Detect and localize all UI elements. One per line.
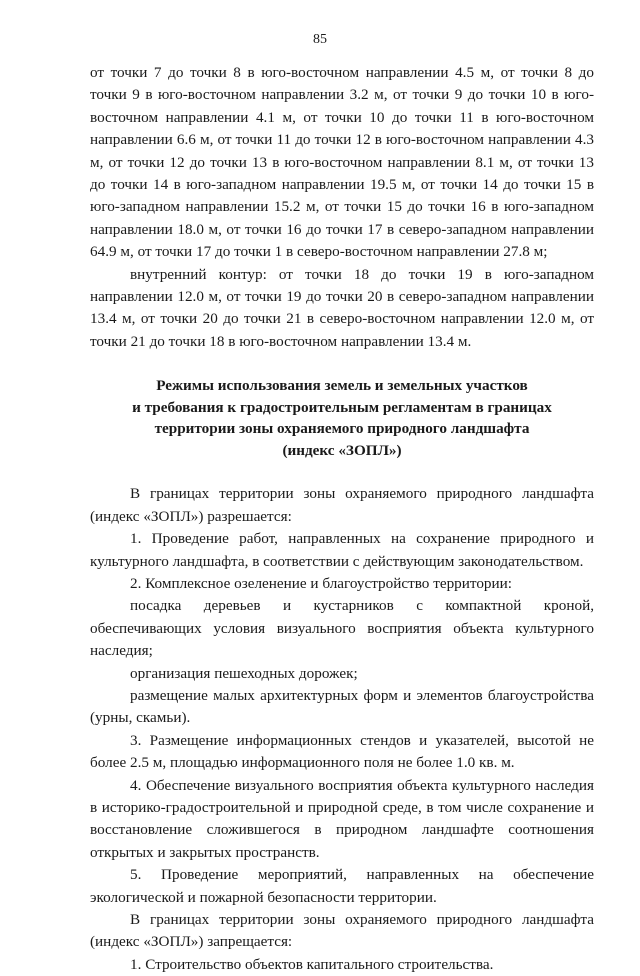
- allowed-item-4: 4. Обеспечение визуального восприятия объекта культурного наследия в историко-градостроительной и природной среде, в том числе сохранение и восстановление сложившегося в природном ландшафте соотношения открытых и закрытых пространств.: [90, 776, 594, 861]
- allowed-item-5: 5. Проведение мероприятий, направленных на обеспечение экологической и пожарной безопасности территории.: [90, 866, 594, 906]
- allowed-subitem-small-forms: размещение малых архитектурных форм и элементов благоустройства (урны, скамьи).: [90, 686, 594, 727]
- heading-line-2: и требования к градостроительным регламентам в границах: [132, 398, 552, 416]
- heading-line-4: (индекс «ЗОПЛ»): [282, 441, 402, 459]
- allowed-item-3: 3. Размещение информационных стендов и указателей, высотой не более 2.5 м, площадью информационного поля не более 1.0 кв. м.: [90, 731, 594, 772]
- page-number: 85: [313, 32, 327, 47]
- document-body: [90, 62, 594, 976]
- section-heading: [90, 375, 594, 461]
- prohibited-intro-paragraph: В границах территории зоны охраняемого природного ландшафта (индекс «ЗОПЛ») запрещается:: [90, 911, 594, 951]
- prohibited-item-1: 1. Строительство объектов капитального строительства.: [130, 955, 494, 973]
- allowed-item-2: 2. Комплексное озеленение и благоустройство территории:: [130, 574, 512, 592]
- boundary-description-paragraph: от точки 7 до точки 8 в юго-восточном направлении 4.5 м, от точки 8 до точки 9 в юго-восточном направлении 3.2 м, от точки 9 до точки 10 в юго-восточном направлении 4.1 м, от точки 10 до точки 11 в юго-восточном направлении 6.6 м, от точки 11 до точки 12 в юго-восточном направлении 4.3 м, от точки 12 до точки 13 в юго-восточном направлении 8.1 м, от точки 13 до точки 14 в юго-западном направлении 19.5 м, от точки 14 до точки 15 в юго-западном направлении 15.2 м, от точки 15 до точки 16 в юго-западном направлении 18.0 м, от точки 16 до точки 17 в северо-западном направлении 64.9 м, от точки 17 до точки 1 в северо-восточном направлении 27.8 м;: [90, 64, 594, 261]
- allowed-intro-paragraph: В границах территории зоны охраняемого природного ландшафта (индекс «ЗОПЛ») разрешается:: [90, 485, 594, 525]
- heading-line-3: территории зоны охраняемого природного ландшафта: [154, 420, 530, 438]
- heading-line-1: Режимы использования земель и земельных участков: [156, 377, 528, 395]
- inner-contour-paragraph: внутренний контур: от точки 18 до точки 19 в юго-западном направлении 12.0 м, от точки 19 до точки 20 в северо-западном направлении 13.4 м, от точки 20 до точки 21 в северо-восточном направлении 12.0 м, от точки 21 до точки 18 в юго-восточном направлении 13.4 м.: [90, 265, 594, 350]
- allowed-item-1: 1. Проведение работ, направленных на сохранение природного и культурного ландшафта, в соответствии с действующим законодательством.: [90, 530, 594, 570]
- allowed-subitem-planting: посадка деревьев и кустарников с компактной кроной, обеспечивающих условия визуального восприятия объекта культурного наследия;: [90, 597, 594, 660]
- allowed-subitem-paths: организация пешеходных дорожек;: [130, 664, 358, 682]
